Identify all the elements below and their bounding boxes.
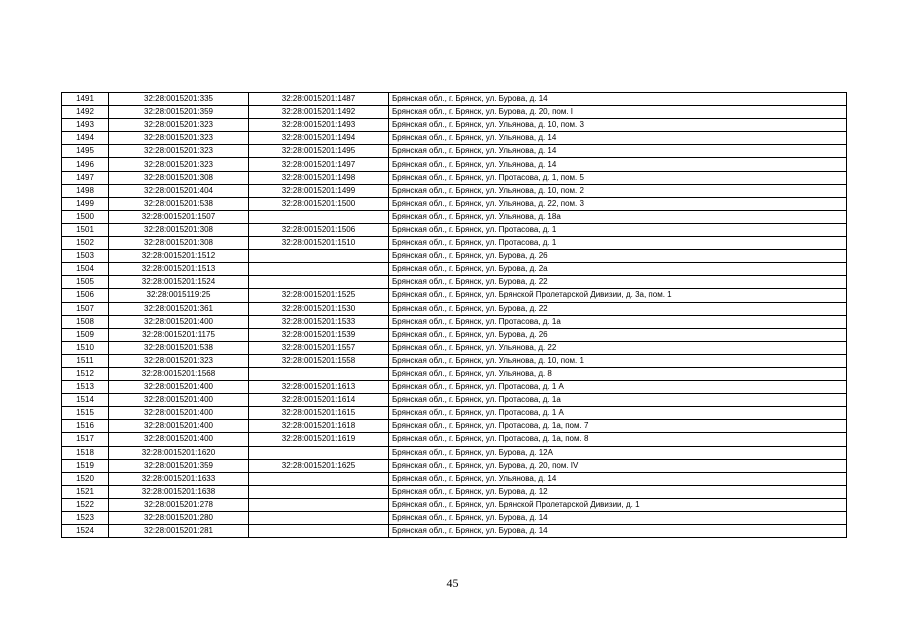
cadastral-number-cell [249,250,389,263]
address-cell: Брянская обл., г. Брянск, ул. Ульянова, д. 14 [389,145,847,158]
parent-cadastral-number-cell: 32:28:0015201:323 [109,132,249,145]
table-row [62,498,847,511]
table-body [62,93,847,538]
row-number-cell: 1508 [62,315,109,328]
table-row [62,328,847,341]
address-cell: Брянская обл., г. Брянск, ул. Ульянова, д. 14 [389,158,847,171]
address-cell: Брянская обл., г. Брянск, ул. Протасова, д. 1, пом. 5 [389,171,847,184]
table-row [62,381,847,394]
address-cell: Брянская обл., г. Брянск, ул. Бурова, д. 14 [389,525,847,538]
address-cell: Брянская обл., г. Брянск, ул. Ульянова, д. 8 [389,367,847,380]
table-row [62,341,847,354]
cadastral-number-cell [249,263,389,276]
row-number-cell: 1523 [62,512,109,525]
address-cell: Брянская обл., г. Брянск, ул. Ульянова, д. 10, пом. 2 [389,184,847,197]
row-number-cell: 1514 [62,394,109,407]
row-number-cell: 1516 [62,420,109,433]
page-number: 45 [446,576,459,590]
cadastral-number-cell: 32:28:0015201:1492 [249,106,389,119]
table-row [62,93,847,106]
row-number-cell: 1524 [62,525,109,538]
cadastral-number-cell: 32:28:0015201:1558 [249,354,389,367]
table-row [62,184,847,197]
parent-cadastral-number-cell: 32:28:0015119:25 [109,289,249,302]
cadastral-number-cell: 32:28:0015201:1525 [249,289,389,302]
table-row [62,263,847,276]
address-cell: Брянская обл., г. Брянск, ул. Бурова, д. 2а [389,263,847,276]
cadastral-number-cell [249,367,389,380]
address-cell: Брянская обл., г. Брянск, ул. Бурова, д. 12 [389,485,847,498]
cadastral-number-cell [249,525,389,538]
address-cell: Брянская обл., г. Брянск, ул. Протасова, д. 1 [389,237,847,250]
row-number-cell: 1503 [62,250,109,263]
address-cell: Брянская обл., г. Брянск, ул. Бурова, д. 22 [389,276,847,289]
row-number-cell: 1512 [62,367,109,380]
table-row [62,302,847,315]
table-row [62,354,847,367]
row-number-cell: 1521 [62,485,109,498]
table-row [62,485,847,498]
table-row [62,289,847,302]
table-row [62,119,847,132]
row-number-cell: 1506 [62,289,109,302]
cadastral-number-cell: 32:28:0015201:1499 [249,184,389,197]
cadastral-number-cell: 32:28:0015201:1618 [249,420,389,433]
address-cell: Брянская обл., г. Брянск, ул. Брянской Пролетарской Дивизии, д. 1 [389,498,847,511]
row-number-cell: 1515 [62,407,109,420]
parent-cadastral-number-cell: 32:28:0015201:404 [109,184,249,197]
table-row [62,433,847,446]
row-number-cell: 1491 [62,93,109,106]
table-row [62,106,847,119]
row-number-cell: 1513 [62,381,109,394]
parent-cadastral-number-cell: 32:28:0015201:400 [109,420,249,433]
table-row [62,197,847,210]
row-number-cell: 1509 [62,328,109,341]
address-cell: Брянская обл., г. Брянск, ул. Ульянова, д. 22 [389,341,847,354]
row-number-cell: 1517 [62,433,109,446]
parent-cadastral-number-cell: 32:28:0015201:280 [109,512,249,525]
row-number-cell: 1493 [62,119,109,132]
cadastral-number-cell: 32:28:0015201:1493 [249,119,389,132]
parent-cadastral-number-cell: 32:28:0015201:1633 [109,472,249,485]
parent-cadastral-number-cell: 32:28:0015201:323 [109,119,249,132]
address-cell: Брянская обл., г. Брянск, ул. Ульянова, д. 14 [389,132,847,145]
cadastral-number-cell: 32:28:0015201:1625 [249,459,389,472]
parent-cadastral-number-cell: 32:28:0015201:278 [109,498,249,511]
parent-cadastral-number-cell: 32:28:0015201:1513 [109,263,249,276]
parent-cadastral-number-cell: 32:28:0015201:308 [109,223,249,236]
address-cell: Брянская обл., г. Брянск, ул. Бурова, д. 14 [389,93,847,106]
row-number-cell: 1502 [62,237,109,250]
address-cell: Брянская обл., г. Брянск, ул. Бурова, д. 12А [389,446,847,459]
table-row [62,171,847,184]
row-number-cell: 1499 [62,197,109,210]
cadastral-number-cell [249,512,389,525]
table-row [62,446,847,459]
address-cell: Брянская обл., г. Брянск, ул. Ульянова, д. 10, пом. 3 [389,119,847,132]
cadastral-number-cell: 32:28:0015201:1487 [249,93,389,106]
parent-cadastral-number-cell: 32:28:0015201:1638 [109,485,249,498]
cadastral-number-cell: 32:28:0015201:1557 [249,341,389,354]
table-row [62,367,847,380]
cadastral-number-cell: 32:28:0015201:1497 [249,158,389,171]
cadastral-number-cell: 32:28:0015201:1533 [249,315,389,328]
address-cell: Брянская обл., г. Брянск, ул. Протасова, д. 1а [389,315,847,328]
table-row [62,158,847,171]
cadastral-number-cell [249,485,389,498]
table-row [62,394,847,407]
table-row [62,210,847,223]
parent-cadastral-number-cell: 32:28:0015201:400 [109,407,249,420]
row-number-cell: 1500 [62,210,109,223]
cadastral-number-cell [249,446,389,459]
cadastral-number-cell: 32:28:0015201:1619 [249,433,389,446]
cadastral-number-cell: 32:28:0015201:1613 [249,381,389,394]
address-cell: Брянская обл., г. Брянск, ул. Ульянова, д. 10, пом. 1 [389,354,847,367]
cadastral-number-cell: 32:28:0015201:1510 [249,237,389,250]
row-number-cell: 1522 [62,498,109,511]
address-cell: Брянская обл., г. Брянск, ул. Протасова, д. 1а [389,394,847,407]
parent-cadastral-number-cell: 32:28:0015201:1568 [109,367,249,380]
row-number-cell: 1504 [62,263,109,276]
row-number-cell: 1507 [62,302,109,315]
row-number-cell: 1511 [62,354,109,367]
table-row [62,250,847,263]
parent-cadastral-number-cell: 32:28:0015201:400 [109,315,249,328]
parent-cadastral-number-cell: 32:28:0015201:359 [109,106,249,119]
parent-cadastral-number-cell: 32:28:0015201:400 [109,381,249,394]
cadastral-number-cell: 32:28:0015201:1494 [249,132,389,145]
cadastral-number-cell: 32:28:0015201:1500 [249,197,389,210]
parent-cadastral-number-cell: 32:28:0015201:361 [109,302,249,315]
parent-cadastral-number-cell: 32:28:0015201:323 [109,354,249,367]
address-cell: Брянская обл., г. Брянск, ул. Протасова, д. 1а, пом. 7 [389,420,847,433]
row-number-cell: 1496 [62,158,109,171]
parent-cadastral-number-cell: 32:28:0015201:281 [109,525,249,538]
table-row [62,237,847,250]
address-cell: Брянская обл., г. Брянск, ул. Ульянова, д. 22, пом. 3 [389,197,847,210]
address-cell: Брянская обл., г. Брянск, ул. Ульянова, д. 14 [389,472,847,485]
cadastral-number-cell [249,276,389,289]
cadastral-number-cell [249,498,389,511]
cadastral-number-cell [249,472,389,485]
parent-cadastral-number-cell: 32:28:0015201:308 [109,237,249,250]
address-cell: Брянская обл., г. Брянск, ул. Протасова, д. 1 [389,223,847,236]
row-number-cell: 1497 [62,171,109,184]
table-row [62,472,847,485]
row-number-cell: 1520 [62,472,109,485]
address-cell: Брянская обл., г. Брянск, ул. Брянской Пролетарской Дивизии, д. 3а, пом. 1 [389,289,847,302]
row-number-cell: 1492 [62,106,109,119]
table-row [62,145,847,158]
cadastral-number-cell: 32:28:0015201:1506 [249,223,389,236]
parent-cadastral-number-cell: 32:28:0015201:538 [109,197,249,210]
address-cell: Брянская обл., г. Брянск, ул. Протасова, д. 1 А [389,407,847,420]
row-number-cell: 1505 [62,276,109,289]
parent-cadastral-number-cell: 32:28:0015201:335 [109,93,249,106]
row-number-cell: 1510 [62,341,109,354]
cadastral-number-cell: 32:28:0015201:1614 [249,394,389,407]
address-cell: Брянская обл., г. Брянск, ул. Ульянова, д. 18а [389,210,847,223]
address-cell: Брянская обл., г. Брянск, ул. Бурова, д. 22 [389,302,847,315]
table-row [62,459,847,472]
row-number-cell: 1518 [62,446,109,459]
parent-cadastral-number-cell: 32:28:0015201:359 [109,459,249,472]
parent-cadastral-number-cell: 32:28:0015201:323 [109,158,249,171]
parent-cadastral-number-cell: 32:28:0015201:1507 [109,210,249,223]
cadastral-number-cell: 32:28:0015201:1530 [249,302,389,315]
row-number-cell: 1519 [62,459,109,472]
row-number-cell: 1494 [62,132,109,145]
address-cell: Брянская обл., г. Брянск, ул. Протасова, д. 1а, пом. 8 [389,433,847,446]
cadastral-number-cell: 32:28:0015201:1495 [249,145,389,158]
address-cell: Брянская обл., г. Брянск, ул. Бурова, д. 20, пом. I [389,106,847,119]
table-row [62,525,847,538]
cadastral-number-cell [249,210,389,223]
address-cell: Брянская обл., г. Брянск, ул. Бурова, д. 26 [389,328,847,341]
address-cell: Брянская обл., г. Брянск, ул. Протасова, д. 1 А [389,381,847,394]
parent-cadastral-number-cell: 32:28:0015201:1512 [109,250,249,263]
parent-cadastral-number-cell: 32:28:0015201:1175 [109,328,249,341]
cadastral-number-cell: 32:28:0015201:1498 [249,171,389,184]
table-row [62,407,847,420]
cadastral-number-cell: 32:28:0015201:1615 [249,407,389,420]
parent-cadastral-number-cell: 32:28:0015201:308 [109,171,249,184]
cadastral-number-cell: 32:28:0015201:1539 [249,328,389,341]
table-row [62,315,847,328]
table-row [62,223,847,236]
parent-cadastral-number-cell: 32:28:0015201:400 [109,433,249,446]
table-row [62,512,847,525]
table-row [62,276,847,289]
registry-table [61,92,847,538]
address-cell: Брянская обл., г. Брянск, ул. Бурова, д. 20, пом. IV [389,459,847,472]
address-cell: Брянская обл., г. Брянск, ул. Бурова, д. 26 [389,250,847,263]
table-row [62,132,847,145]
address-cell: Брянская обл., г. Брянск, ул. Бурова, д. 14 [389,512,847,525]
parent-cadastral-number-cell: 32:28:0015201:538 [109,341,249,354]
parent-cadastral-number-cell: 32:28:0015201:1620 [109,446,249,459]
row-number-cell: 1498 [62,184,109,197]
row-number-cell: 1495 [62,145,109,158]
row-number-cell: 1501 [62,223,109,236]
parent-cadastral-number-cell: 32:28:0015201:323 [109,145,249,158]
parent-cadastral-number-cell: 32:28:0015201:400 [109,394,249,407]
table-row [62,420,847,433]
parent-cadastral-number-cell: 32:28:0015201:1524 [109,276,249,289]
